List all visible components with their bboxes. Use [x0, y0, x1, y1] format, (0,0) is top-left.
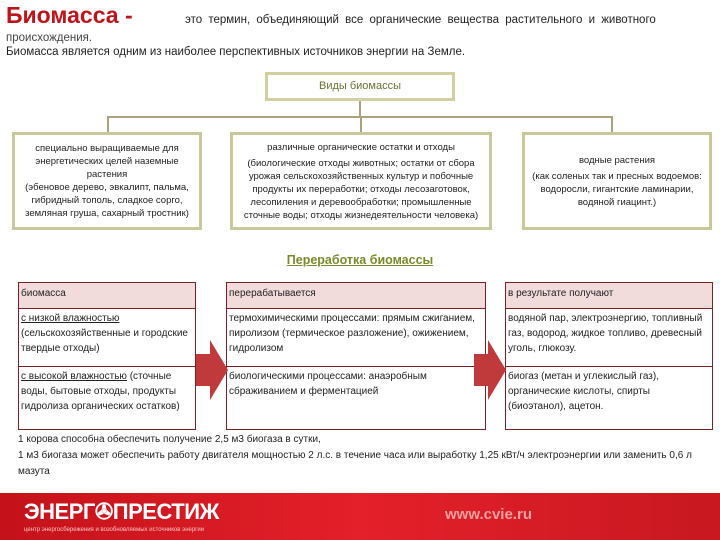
connector — [611, 116, 613, 133]
website-link[interactable]: www.cvie.ru — [445, 506, 532, 523]
logo: ЭНЕРГ✇ПРЕСТИЖ — [24, 499, 219, 524]
connector — [359, 101, 361, 117]
note-line: 1 корова способна обеспечить получение 2,5 м3 биогаза в сутки, — [18, 434, 321, 445]
note-line: 1 м3 биогаза может обеспечить работу двигателя мощностью 2 л.с. в течение часа или выработку 1,25 кВт/ч электроэнергии или заменить 0,6 л мазута — [18, 450, 692, 477]
cell-text: (сельскохозяйственные и городские твердые отходы) — [21, 328, 188, 354]
arrow-icon — [196, 340, 228, 400]
type-box-waste — [230, 132, 492, 230]
type-detail: (биологические отходы животных; остатки от сбора урожая сельскохозяйственных культур и побочные продукты их переработки; отходы лесозаготовок, лесопиления и деревообработки; промышленные сточные воды; отходы жизнедеятельности человека) — [243, 157, 479, 221]
cell — [19, 367, 195, 431]
column-header: биомасса — [19, 283, 195, 309]
cell: биогаз (метан и углекислый газ), органические кислоты, спирты (биоэтанол), ацетон. — [508, 371, 659, 412]
notes — [18, 432, 708, 480]
cell-text: (сточные воды, бытовые отходы, продукты гидролиза органических остатков) — [21, 371, 180, 412]
column-header: в результате получают — [506, 283, 712, 309]
column-header: перерабатывается — [227, 283, 485, 309]
definition-text: это термин, объединяющий все органические вещества растительного и животного — [185, 14, 656, 26]
type-title: водные растения — [578, 154, 656, 166]
type-detail: (как соленых так и пресных водоемов: водоросли, гигантские ламинарии, водяной гиацинт.) — [532, 170, 702, 208]
cell: водяной пар, электроэнергию, топливный газ, водород, жидкое топливо, древесный уголь, глюкозу. — [506, 309, 712, 367]
intro-text: Биомасса является одним из наиболее перспективных источников энергии на Земле. — [6, 46, 466, 58]
cell: биологическими процессами: анаэробным сбраживанием и ферментацией — [229, 371, 427, 397]
column-process — [226, 282, 486, 430]
type-box-aquatic — [522, 132, 712, 230]
column-result — [505, 282, 713, 430]
cell — [19, 309, 195, 367]
arrow-icon — [474, 340, 506, 400]
type-box-crops — [12, 132, 202, 230]
page-title: Биомасса - — [6, 2, 133, 28]
cell-label: с низкой влажностью — [21, 313, 120, 324]
type-detail: (эбеновое дерево, эвкалипт, пальма, гибридный тополь, сладкое сорго, земляная груша, сахарный тростник) — [25, 182, 189, 219]
cell-label: с высокой влажностью — [21, 371, 127, 382]
logo-subtitle: центр энергосбережения и возобновляемых источников энергии — [24, 527, 205, 533]
definition-cont: происхождения. — [6, 32, 93, 44]
type-title: специально выращиваемые для энергетических целей наземные растения — [35, 143, 179, 180]
connector — [107, 116, 109, 133]
column-biomass — [18, 282, 196, 430]
type-title: различные органические остатки и отходы — [267, 141, 455, 153]
connector — [360, 116, 362, 133]
footer-banner — [0, 493, 720, 540]
types-heading: Виды биомассы — [265, 72, 455, 101]
cell: термохимическими процессами: прямым сжиганием, пиролизом (термическое разложение), ожижением, гидролизом — [227, 309, 485, 367]
processing-heading: Переработка биомассы — [286, 253, 434, 267]
